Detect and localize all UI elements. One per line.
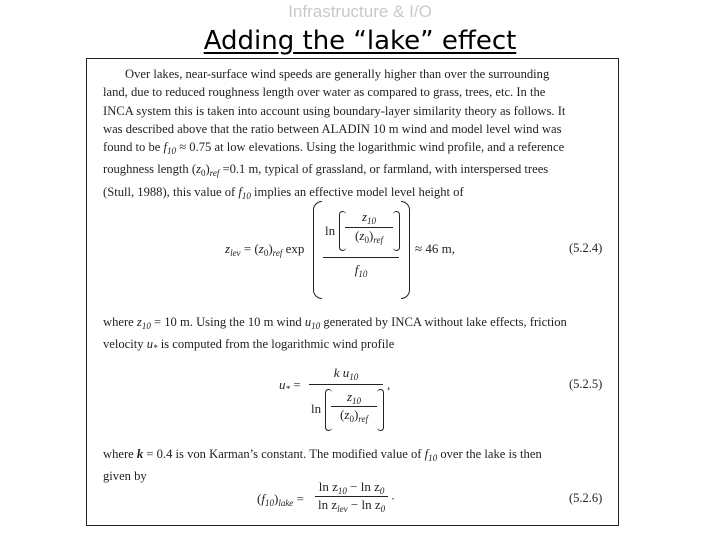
text-line: where k = 0.4 is von Karman’s constant. The modified value of $f_{10}$ over the lake is then	[103, 447, 542, 463]
equation-5-2-4-lhs: $z_{lev} = (z_0)_{ref}$ exp	[225, 241, 305, 258]
text-line: where $z_{10} = 10$ m. Using the 10 m wind $u_{10}$ generated by INCA without lake effects, friction	[103, 315, 567, 331]
equation-number: (5.2.4)	[569, 241, 603, 255]
left-parenthesis	[313, 201, 322, 299]
equation-5-2-5-fraction: k $u_{10}$ ln $z_{10}$ $(z_0)_{ref}$	[309, 365, 383, 433]
right-parenthesis	[401, 201, 410, 299]
text-line: Over lakes, near-surface wind speeds are generally higher than over the surrounding	[125, 67, 550, 81]
text-line: land, due to reduced roughness length over water as compared to grass, trees, etc. In the	[103, 85, 546, 100]
equation-number: (5.2.5)	[569, 377, 603, 391]
paragraph-lake-intro	[103, 65, 609, 205]
document-excerpt	[86, 58, 619, 526]
page-title: Adding the “lake” effect	[203, 26, 517, 56]
text-line: INCA system this is taken into account using boundary-layer similarity theory as follows. It	[103, 103, 566, 118]
equation-5-2-5-comma: ,	[387, 377, 391, 392]
text-line: given by	[103, 469, 147, 484]
text-line: was described above that the ratio between ALADIN 10 m wind and model level wind was	[103, 121, 562, 136]
inner-right-parenthesis	[393, 211, 400, 251]
equation-5-2-6-lhs: $(f_{10})_{lake}$ =	[257, 491, 304, 508]
paragraph-friction-velocity	[103, 313, 609, 358]
text-line: (Stull, 1988), this value of $f_{10}$ implies an effective model level height of	[103, 184, 464, 201]
slide-section-label: Infrastructure & I/O	[288, 2, 432, 21]
equation-5-2-5-lhs: $u_*$ =	[279, 377, 301, 394]
text-line: roughness length $(z_0)_{ref} =0.1$ m, typical of grassland, or farmland, with interspersed trees	[103, 162, 549, 179]
text-line: velocity $u_*$ is computed from the logarithmic wind profile	[103, 337, 395, 354]
equation-number: (5.2.6)	[569, 491, 603, 505]
text-line: found to be $f_{10} \approx 0.75$ at low elevations. Using the logarithmic wind profile, and a reference	[103, 140, 565, 157]
equation-5-2-6-fraction: $\frac{\ln z_{10} - \ln z_0}{\ln z_{lev} - \ln z_0}$ .	[315, 479, 395, 514]
equation-5-2-4-result: ≈ 46 m,	[415, 241, 455, 256]
equation-5-2-4-fraction: ln $z_{10}$ $(z_0)_{ref}$ $f_{10}$	[323, 209, 399, 279]
right-parenthesis	[377, 389, 384, 431]
